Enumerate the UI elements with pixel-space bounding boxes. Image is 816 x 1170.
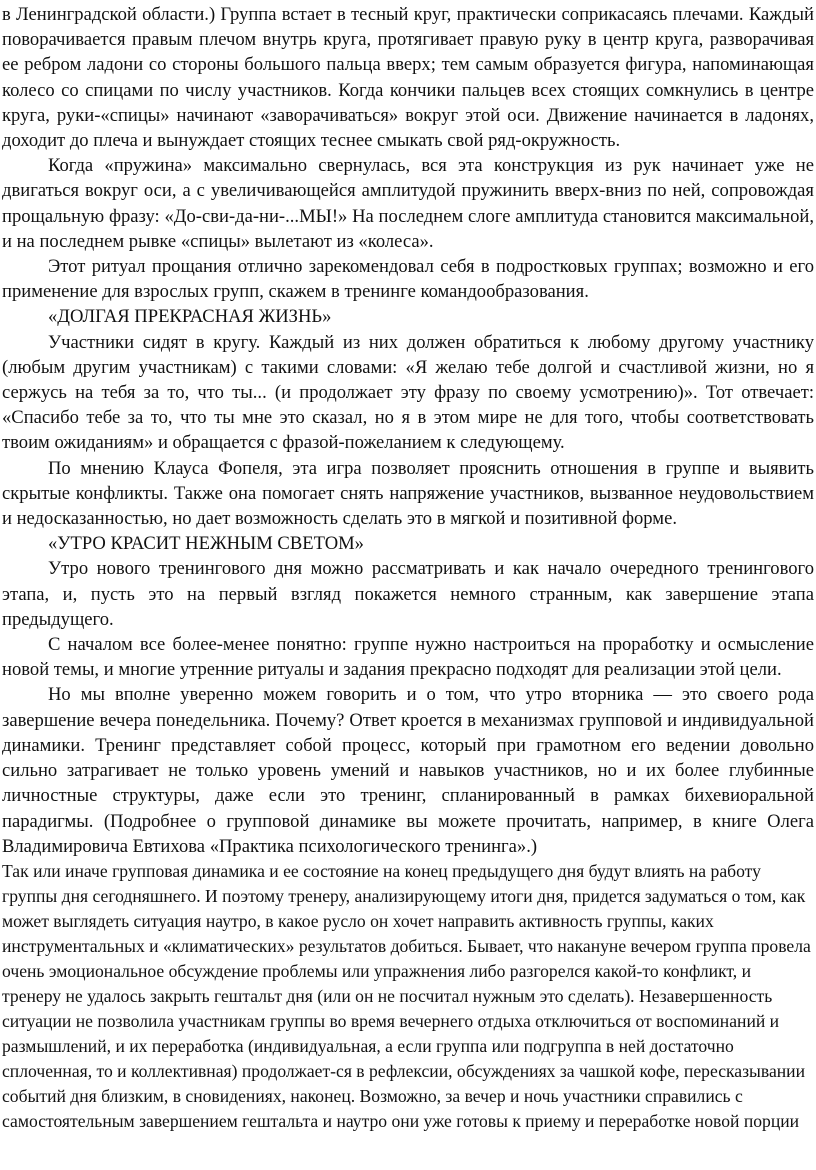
paragraph-spring-motion: Когда «пружина» максимально свернулась, вся эта конструкция из рук начинает уже не двигаться вокруг оси, а с увеличивающейся амплитудой пружинить вверх-вниз по ней, сопровождая прощальную фразу: «До-сви-да-ни-...МЫ!» На последнем слоге амплитуда становится максимальной, и на последнем рывке «спицы» вылетают из «колеса». bbox=[2, 155, 814, 252]
paragraph-game-rules: Участники сидят в кругу. Каждый из них должен обратиться к любому другому участнику (любым другим участникам) с такими словами: «Я желаю тебе долгой и счастливой жизни, но я сержусь на тебя за то, что ты... (и продолжает эту фразу по своему усмотрению)». Тот отвечает: «Спасибо тебе за то, что ты мне это сказал, но я в этом мире не для того, чтобы соответствовать твоим ожиданиям» и обращается с фразой-пожеланием к следующему. bbox=[2, 331, 814, 454]
paragraph-ritual-usage: Этот ритуал прощания отлично зарекомендовал себя в подростковых группах; возможно и его применение для взрослых групп, скажем в тренинге командообразования. bbox=[2, 256, 814, 303]
paragraph-beginning: С началом все более-менее понятно: группе нужно настроиться на проработку и осмысление новой темы, и многие утренние ритуалы и задания прекрасно подходят для реализации этой цели. bbox=[2, 634, 814, 681]
paragraph-fopel-opinion: По мнению Клауса Фопеля, эта игра позволяет прояснить отношения в группе и выявить скрытые конфликты. Также она помогает снять напряжение участников, вызванное неудовольствием и недосказанностью, но дает возможность сделать это в мягкой и позитивной форме. bbox=[2, 457, 814, 530]
paragraph-tuesday-morning: Но мы вполне уверенно можем говорить и о том, что утро вторника — это своего рода завершение вечера понедельника. Почему? Ответ кроется в механизмах групповой и индивидуальной динамики. Тренинг представляет собой процесс, который при грамотном его ведении довольно сильно затрагивает не только уровень умений и навыков участников, но и их более глубинные личностные структуры, даже если это тренинг, спланированный в рамках бихевиоральной парадигмы. (Подробнее о групповой динамике вы можете прочитать, например, в книге Олега Владимировича Евтихова «Практика психологического тренинга».) bbox=[2, 684, 814, 857]
heading-long-beautiful-life: «ДОЛГАЯ ПРЕКРАСНАЯ ЖИЗНЬ» bbox=[48, 306, 332, 328]
paragraph-group-dynamics: Так или иначе групповая динамика и ее состояние на конец предыдущего дня будут влиять на работу группы дня сегодняшнего. И поэтому тренеру, анализирующему итоги дня, придется задуматься о том, как может выглядеть ситуация наутро, в какое русло он хочет направить активность группы, каких инструментальных и «климатических» результатов добиться. Бывает, что накануне вечером группа провела очень эмоциональное обсуждение проблемы или упражнения либо разгорелся какой-то конфликт, и тренеру не удалось закрыть гештальт дня (или он не посчитал нужным это сделать). Незавершенность ситуации не позволила участникам группы во время вечернего отдыха отключиться от воспоминаний и размышлений, и их переработка (индивидуальная, а если группа или подгруппа в ней достаточно сплоченная, то и коллективная) продолжает-ся в рефлексии, обсуждениях за чашкой кофе, пересказывании событий дня близким, в сновидениях, наконец. Возможно, за вечер и ночь участники справились с самостоятельным завершением гештальта и наутро они уже готовы к приему и переработке новой порции bbox=[2, 860, 811, 1131]
heading-morning-light: «УТРО КРАСИТ НЕЖНЫМ СВЕТОМ» bbox=[48, 533, 364, 555]
paragraph-ritual-description: в Ленинградской области.) Группа встает в тесный круг, практически соприкасаясь плечами. Каждый поворачивается правым плечом внутрь круга, протягивает правую руку в центр круга, разворачивая ее ребром ладони со стороны большого пальца вверх; тем самым образуется фигура, напоминающая колесо со спицами по числу участников. Когда кончики пальцев всех стоящих сомкнулись в центре круга, руки-«спицы» начинают «заворачиваться» вокруг этой оси. Движение начинается в ладонях, доходит до плеча и вынуждает стоящих теснее смыкать свой ряд-окружность. bbox=[2, 4, 814, 152]
paragraph-new-day: Утро нового тренингового дня можно рассматривать и как начало очередного тренингового этапа, и, пусть это на первый взгляд покажется немного странным, как завершение этапа предыдущего. bbox=[2, 558, 814, 630]
